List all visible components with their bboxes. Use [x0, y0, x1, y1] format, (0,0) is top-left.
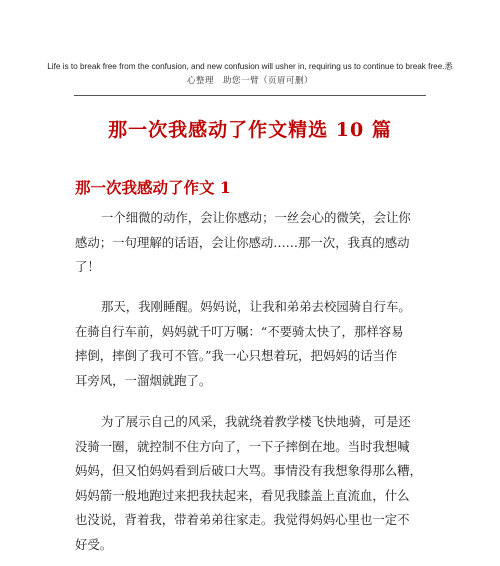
paragraph-line: 妈妈，但又怕妈妈看到后破口大骂。事情没有我想象得那么糟， [75, 463, 422, 479]
paragraph-line: 摔倒，摔倒了我可不管。”我一心只想着玩，把妈妈的话当作 [75, 348, 398, 364]
section-heading: 那一次我感动了作文 1 [75, 178, 231, 197]
paragraph-line: 为了展示自己的风采，我就绕着教学楼飞快地骑，可是还 [101, 414, 411, 429]
paragraph-line: 一个细微的动作，会让你感动；一丝会心的微笑，会让你 [101, 210, 411, 225]
paragraph-2 [75, 295, 427, 393]
header-credit: 心整理 助您一臂（页眉可删） [186, 76, 313, 86]
paragraph-line: 了！ [75, 259, 100, 275]
header-divider [74, 95, 426, 96]
paragraph-3 [75, 410, 427, 558]
paragraph-line: 感动；一句理解的话语，会让你感动……那一次，我真的感动 [75, 234, 410, 250]
paragraph-line: 没骑一圈，就控制不住方向了，一下子摔倒在地。当时我想喊 [75, 438, 410, 454]
paragraph-line: 那天，我刚睡醒。妈妈说，让我和弟弟去校园骑自行车。 [101, 299, 411, 314]
paragraph-1 [75, 206, 427, 280]
paragraph-line: 耳旁风，一溜烟就跑了。 [75, 372, 212, 388]
document-title: 那一次我感动了作文精选 10 篇 [108, 119, 392, 141]
paragraph-line: 也没说，背着我，带着弟弟往家走。我觉得妈妈心里也一定不 [75, 512, 410, 528]
paragraph-line: 在骑自行车前，妈妈就千叮万嘱：“不要骑太快了，那样容易 [75, 323, 404, 339]
header-quote: Life is to break free from the confusion, and new confusion will usher in, requiring us to continue to break free.悉 [47, 62, 453, 71]
paragraph-line: 好受。 [75, 536, 113, 552]
paragraph-line: 妈妈箭一般地跑过来把我扶起来，看见我膝盖上直流血，什么 [75, 487, 410, 503]
